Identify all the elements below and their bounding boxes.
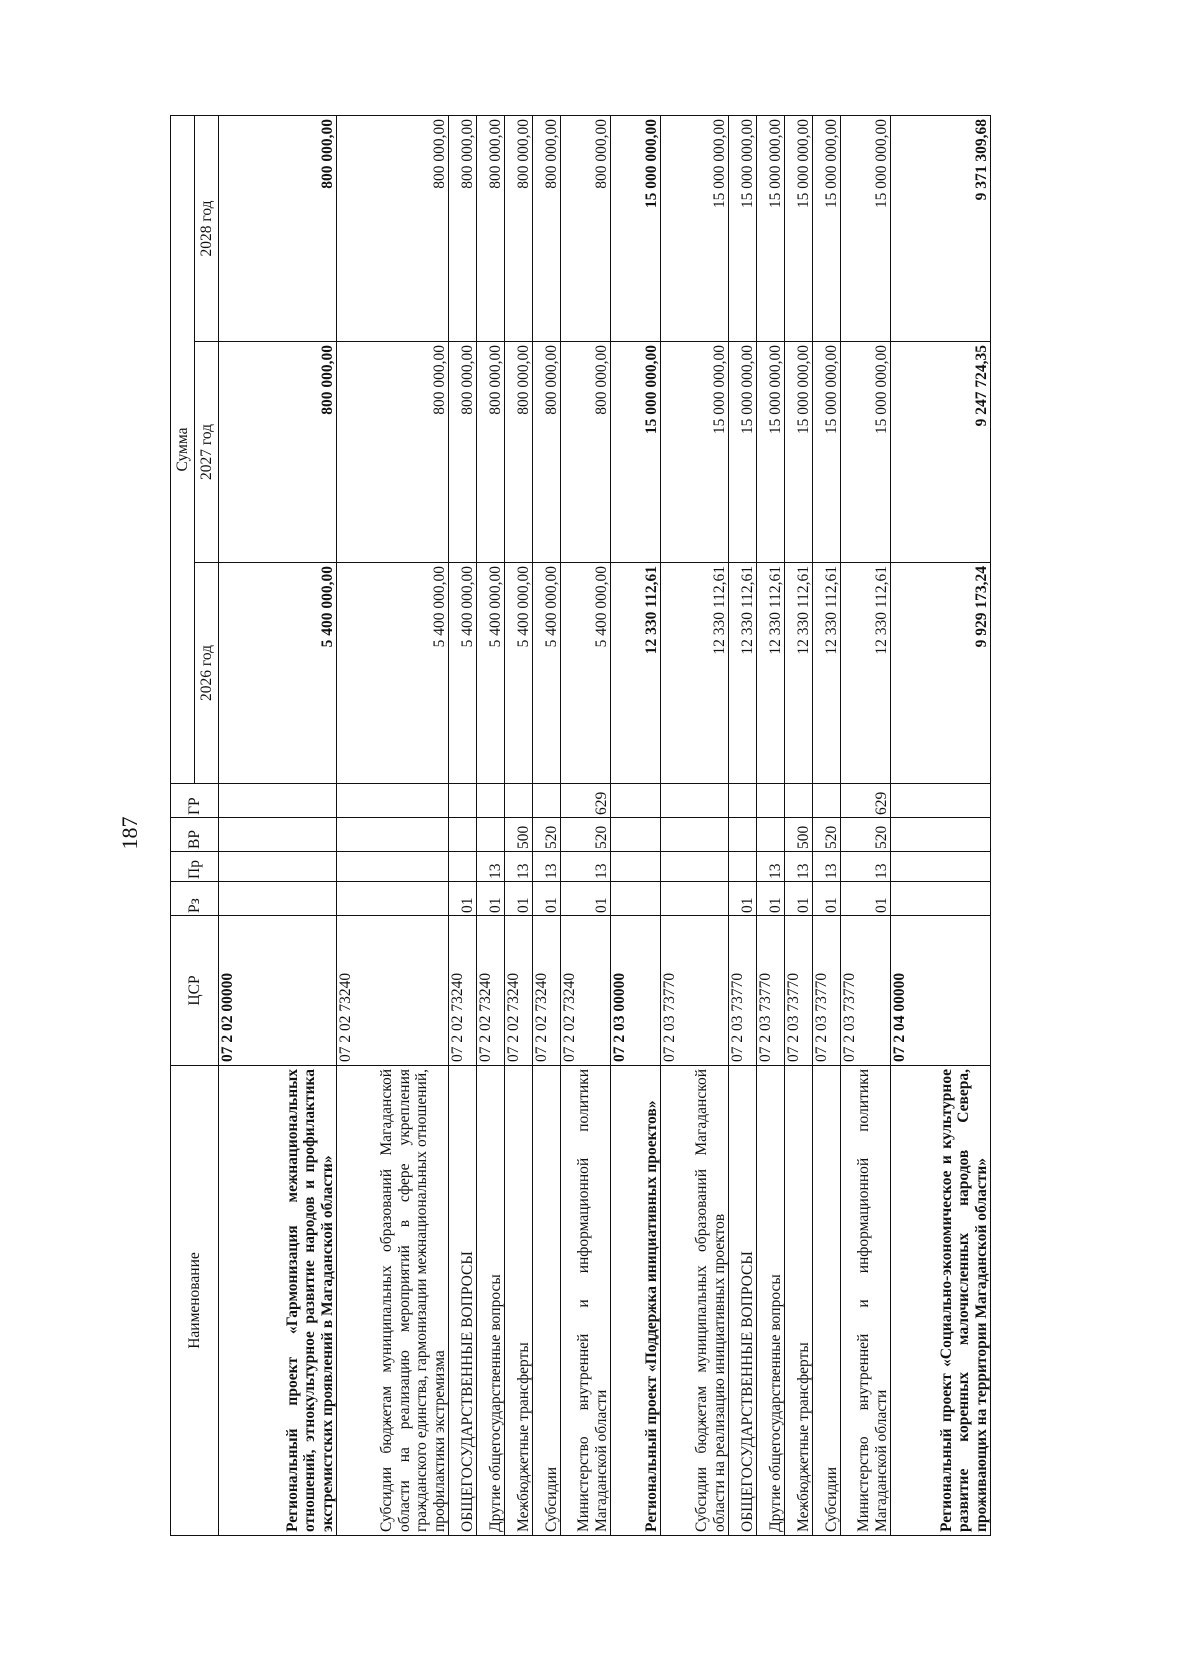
cell-gr [891,784,991,818]
cell-2026: 12 330 112,61 [841,563,891,784]
cell-rz: 01 [729,882,757,916]
cell-rz: 01 [449,882,477,916]
table-row [785,115,813,1535]
cell-name: Субсидии бюджетам муниципальных образований Магаданской области на реализацию инициативных проектов [661,1066,729,1536]
cell-pr [337,852,449,882]
cell-gr [729,784,757,818]
cell-csr: 07 2 04 00000 [891,916,991,1066]
cell-gr [337,784,449,818]
cell-2026: 5 400 000,00 [449,563,477,784]
cell-name: Другие общегосударственные вопросы [757,1066,785,1536]
table-row [533,115,561,1535]
cell-2027: 15 000 000,00 [841,342,891,563]
cell-2026: 12 330 112,61 [661,563,729,784]
table-row [661,115,729,1535]
cell-rz [337,882,449,916]
cell-2026: 12 330 112,61 [729,563,757,784]
header-rz: Рз [171,882,219,916]
header-year-2028: 2028 год [195,115,219,341]
page-number: 187 [117,816,142,850]
cell-rz: 01 [477,882,505,916]
cell-rz: 01 [813,882,841,916]
table-row [505,115,533,1535]
cell-csr: 07 2 03 73770 [757,916,785,1066]
table-row [813,115,841,1535]
cell-pr [661,852,729,882]
cell-2027: 15 000 000,00 [813,342,841,563]
cell-2027: 15 000 000,00 [661,342,729,563]
cell-2027: 15 000 000,00 [611,342,661,563]
cell-csr: 07 2 02 00000 [219,916,337,1066]
cell-csr: 07 2 02 73240 [449,916,477,1066]
cell-gr [219,784,337,818]
cell-vr: 500 [785,818,813,852]
cell-2028: 15 000 000,00 [841,115,891,341]
cell-2027: 800 000,00 [561,342,611,563]
cell-csr: 07 2 02 73240 [337,916,449,1066]
cell-2026: 5 400 000,00 [337,563,449,784]
cell-pr [729,852,757,882]
cell-2027: 15 000 000,00 [757,342,785,563]
cell-pr: 13 [785,852,813,882]
cell-rz: 01 [841,882,891,916]
cell-gr [533,784,561,818]
cell-csr: 07 2 03 73770 [813,916,841,1066]
cell-name: Межбюджетные трансферты [785,1066,813,1536]
cell-rz [661,882,729,916]
cell-2026: 12 330 112,61 [611,563,661,784]
cell-name: ОБЩЕГОСУДАРСТВЕННЫЕ ВОПРОСЫ [449,1066,477,1536]
cell-pr: 13 [757,852,785,882]
cell-vr [891,818,991,852]
cell-2028: 15 000 000,00 [813,115,841,341]
cell-csr: 07 2 03 00000 [611,916,661,1066]
header-year-2027: 2027 год [195,342,219,563]
cell-2026: 12 330 112,61 [785,563,813,784]
table-row [891,115,991,1535]
cell-rz [891,882,991,916]
header-csr: ЦСР [171,916,219,1066]
header-vr: ВР [171,818,219,852]
cell-name: ОБЩЕГОСУДАРСТВЕННЫЕ ВОПРОСЫ [729,1066,757,1536]
header-pr: Пр [171,852,219,882]
cell-2028: 15 000 000,00 [661,115,729,341]
cell-2026: 5 400 000,00 [561,563,611,784]
cell-name: Региональный проект «Гармонизация межнациональных отношений, этнокультурное развитие народов и профилактика экстремистских проявлений в Магаданской области» [219,1066,337,1536]
cell-2028: 800 000,00 [477,115,505,341]
cell-name: Региональный проект «Поддержка инициативных проектов» [611,1066,661,1536]
cell-vr [219,818,337,852]
cell-pr [219,852,337,882]
cell-2027: 15 000 000,00 [729,342,757,563]
cell-2028: 800 000,00 [533,115,561,341]
cell-pr [611,852,661,882]
cell-2027: 9 247 724,35 [891,342,991,563]
cell-gr [505,784,533,818]
cell-2026: 12 330 112,61 [757,563,785,784]
table-row [477,115,505,1535]
table-row [729,115,757,1535]
cell-pr: 13 [477,852,505,882]
cell-2026: 12 330 112,61 [813,563,841,784]
cell-pr [891,852,991,882]
cell-gr [449,784,477,818]
cell-csr: 07 2 02 73240 [533,916,561,1066]
header-summa: Сумма [171,115,195,783]
cell-name: Другие общегосударственные вопросы [477,1066,505,1536]
cell-vr: 520 [813,818,841,852]
cell-vr: 520 [561,818,611,852]
table-row [841,115,891,1535]
cell-pr: 13 [841,852,891,882]
cell-csr: 07 2 03 73770 [785,916,813,1066]
table-row [337,115,449,1535]
cell-rz [611,882,661,916]
cell-2028: 800 000,00 [505,115,533,341]
table-body [219,115,991,1535]
cell-vr: 520 [533,818,561,852]
cell-rz: 01 [561,882,611,916]
table-row [611,115,661,1535]
header-year-2026: 2026 год [195,563,219,784]
cell-gr [813,784,841,818]
cell-2027: 15 000 000,00 [785,342,813,563]
rotated-table-container [170,116,1030,1536]
cell-2028: 800 000,00 [561,115,611,341]
cell-vr [661,818,729,852]
cell-2028: 9 371 309,68 [891,115,991,341]
cell-name: Субсидии [813,1066,841,1536]
cell-name: Субсидии бюджетам муниципальных образований Магаданской области на реализацию мероприятий в сфере укрепления гражданского единства, гармонизации межнациональных отношений, профилактики экстремизма [337,1066,449,1536]
cell-2028: 15 000 000,00 [611,115,661,341]
cell-2027: 800 000,00 [219,342,337,563]
cell-2027: 800 000,00 [449,342,477,563]
cell-csr: 07 2 02 73240 [561,916,611,1066]
cell-2026: 5 400 000,00 [533,563,561,784]
cell-vr [477,818,505,852]
cell-rz: 01 [505,882,533,916]
cell-name: Министерство внутренней и информационной политики Магаданской области [841,1066,891,1536]
table-row [757,115,785,1535]
cell-csr: 07 2 03 73770 [729,916,757,1066]
cell-vr [449,818,477,852]
cell-2028: 800 000,00 [449,115,477,341]
table-row [561,115,611,1535]
cell-gr [757,784,785,818]
cell-csr: 07 2 03 73770 [841,916,891,1066]
table-row [219,115,337,1535]
cell-vr: 520 [841,818,891,852]
cell-2027: 800 000,00 [505,342,533,563]
cell-2026: 5 400 000,00 [219,563,337,784]
cell-rz: 01 [533,882,561,916]
cell-gr [477,784,505,818]
cell-pr [449,852,477,882]
cell-rz: 01 [757,882,785,916]
cell-gr [611,784,661,818]
cell-pr: 13 [813,852,841,882]
cell-2028: 800 000,00 [219,115,337,341]
cell-vr [611,818,661,852]
cell-2027: 800 000,00 [337,342,449,563]
cell-csr: 07 2 03 73770 [661,916,729,1066]
cell-name: Министерство внутренней и информационной политики Магаданской области [561,1066,611,1536]
cell-gr: 629 [841,784,891,818]
cell-2027: 800 000,00 [477,342,505,563]
header-gr: ГР [171,784,219,818]
cell-2026: 9 929 173,24 [891,563,991,784]
cell-rz [219,882,337,916]
cell-2027: 800 000,00 [533,342,561,563]
cell-2026: 5 400 000,00 [505,563,533,784]
header-name: Наименование [171,1066,219,1536]
cell-name: Субсидии [533,1066,561,1536]
cell-vr: 500 [505,818,533,852]
cell-gr [661,784,729,818]
cell-rz: 01 [785,882,813,916]
cell-pr: 13 [561,852,611,882]
cell-name: Межбюджетные трансферты [505,1066,533,1536]
cell-vr [337,818,449,852]
cell-gr [785,784,813,818]
cell-vr [757,818,785,852]
cell-2028: 800 000,00 [337,115,449,341]
cell-csr: 07 2 02 73240 [505,916,533,1066]
cell-csr: 07 2 02 73240 [477,916,505,1066]
cell-pr: 13 [533,852,561,882]
cell-2028: 15 000 000,00 [757,115,785,341]
cell-vr [729,818,757,852]
cell-2028: 15 000 000,00 [729,115,757,341]
cell-2026: 5 400 000,00 [477,563,505,784]
cell-2028: 15 000 000,00 [785,115,813,341]
cell-gr: 629 [561,784,611,818]
cell-name: Региональный проект «Социально-экономическое и культурное развитие коренных малочисленных народов Севера, проживающих на территории Магаданской области» [891,1066,991,1536]
cell-pr: 13 [505,852,533,882]
table-row [449,115,477,1535]
budget-table [170,115,991,1536]
